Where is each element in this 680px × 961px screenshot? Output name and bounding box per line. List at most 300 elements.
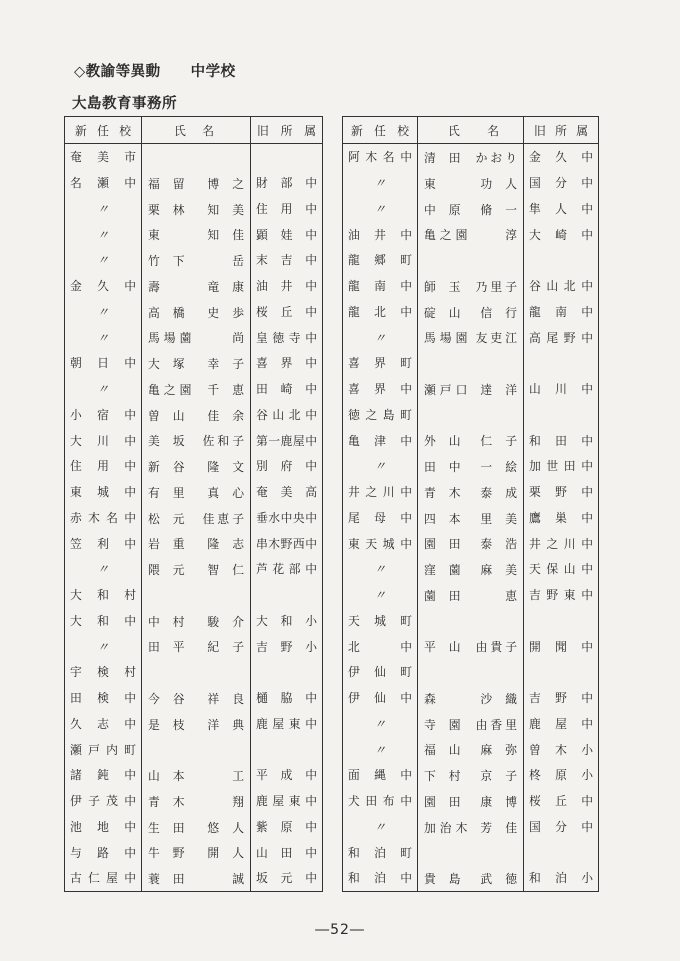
- new-school: 住用中: [65, 453, 142, 479]
- table-row: [65, 273, 323, 299]
- new-school: 〃: [65, 633, 142, 659]
- family-name: 園田: [424, 794, 474, 809]
- person-name: [418, 505, 530, 531]
- family-name: 松元: [148, 511, 198, 526]
- municipality-label: 宇検村: [65, 659, 142, 685]
- table-row: [343, 170, 599, 196]
- given-name: 悠人: [207, 820, 257, 835]
- family-name: 山本: [148, 769, 198, 783]
- family-name: 青木: [148, 794, 198, 809]
- old-school: 龍南中: [529, 304, 593, 319]
- old-school: 喜界中: [256, 356, 317, 371]
- person-name: [418, 479, 530, 505]
- header-row: [65, 117, 323, 144]
- given-name: 智仁: [207, 563, 257, 577]
- section-heading: [74, 60, 236, 81]
- given-name: 信行: [480, 305, 530, 320]
- person-name: [142, 350, 257, 376]
- given-name: 佳余: [207, 408, 257, 423]
- given-name: 博之: [207, 176, 257, 191]
- table-row: [65, 633, 323, 659]
- family-name: 蓑田: [148, 872, 198, 886]
- new-school: 犬田布中: [343, 788, 418, 814]
- roster-table-right: [342, 116, 599, 892]
- table-row: [65, 762, 323, 788]
- table-row: [65, 505, 323, 531]
- new-school: 亀津中: [343, 427, 418, 453]
- empty-cell: [524, 839, 599, 865]
- empty-cell: [418, 608, 524, 634]
- person-name: [142, 299, 257, 325]
- person-name: [142, 711, 257, 737]
- municipality-label: 伊仙町: [343, 659, 418, 685]
- person-name: [418, 865, 530, 891]
- new-school: 笠利中: [65, 530, 142, 556]
- empty-cell: [142, 736, 251, 762]
- family-name: 清田: [424, 151, 474, 165]
- table-row: [65, 299, 323, 325]
- person-name: [418, 788, 530, 814]
- family-name: 美坂: [148, 434, 198, 449]
- person-name: [142, 324, 251, 350]
- table-row: [65, 221, 323, 247]
- old-school: 谷山北中: [256, 407, 317, 422]
- table-row: [65, 170, 323, 196]
- table-row: [343, 324, 599, 350]
- old-school: 顕娃中: [256, 227, 317, 242]
- person-name: [142, 479, 257, 505]
- person-name: [418, 762, 530, 788]
- family-name: 栗林: [148, 202, 198, 217]
- header-new-school: 新任校: [343, 117, 418, 144]
- person-name: [418, 530, 530, 556]
- person-name: [418, 453, 530, 479]
- family-name: 下村: [424, 769, 474, 783]
- table-row: [65, 685, 323, 711]
- person-name: [142, 427, 251, 453]
- table-row: [65, 453, 323, 479]
- table-row: [65, 711, 323, 737]
- old-school: 大和小: [256, 613, 317, 628]
- new-school: 〃: [343, 711, 418, 737]
- header-old-school: 旧所属: [524, 117, 599, 144]
- new-school: 阿木名中: [343, 144, 418, 170]
- empty-cell: [142, 659, 251, 685]
- table-row: [65, 814, 323, 840]
- new-school: 〃: [343, 556, 418, 582]
- empty-cell: [418, 247, 524, 273]
- empty-cell: [418, 402, 524, 428]
- new-school: 大和中: [65, 608, 142, 634]
- table-row: [343, 736, 599, 762]
- given-name: 誠: [232, 872, 244, 886]
- old-school: 金久中: [529, 150, 593, 165]
- municipality-row: [343, 659, 599, 685]
- old-school: 住用中: [256, 201, 317, 216]
- table-row: [343, 505, 599, 531]
- new-school: 龍北中: [343, 299, 418, 325]
- empty-cell: [142, 144, 251, 170]
- municipality-row: [343, 402, 599, 428]
- municipality-row: [65, 582, 323, 608]
- person-name: [142, 633, 257, 659]
- family-name: 東: [148, 228, 160, 243]
- given-name: 京子: [480, 769, 530, 783]
- old-school: 和泊小: [529, 871, 593, 886]
- new-school: 朝日中: [65, 350, 142, 376]
- old-school: 柊原小: [529, 768, 593, 783]
- new-school: 〃: [343, 196, 418, 222]
- family-name: 亀之園: [424, 228, 472, 243]
- old-school: 曽木小: [529, 742, 593, 757]
- new-school: 東城中: [65, 479, 142, 505]
- table-row: [343, 273, 599, 299]
- given-name: 翔: [232, 794, 244, 809]
- family-name: 隈元: [148, 563, 198, 577]
- given-name: 麻美: [480, 563, 530, 577]
- municipality-label: 龍郷町: [343, 247, 418, 273]
- family-name: 壽: [148, 279, 160, 294]
- table-row: [343, 427, 599, 453]
- given-name: 開人: [207, 846, 257, 861]
- table-row: [65, 788, 323, 814]
- old-school: 吉野中: [529, 691, 593, 706]
- new-school: 〃: [343, 324, 418, 350]
- table-row: [343, 453, 599, 479]
- person-name: [142, 839, 257, 865]
- person-name: [418, 814, 530, 840]
- given-name: 洋典: [207, 717, 257, 732]
- given-name: 康博: [480, 794, 530, 809]
- new-school: 小宿中: [65, 402, 142, 428]
- person-name: [142, 608, 257, 634]
- municipality-row: [343, 839, 599, 865]
- new-school: 北中: [343, 633, 418, 659]
- family-name: 薗田: [424, 588, 474, 603]
- given-name: 里美: [480, 511, 530, 526]
- given-name: 紀子: [207, 640, 257, 655]
- given-name: 仁子: [480, 434, 530, 449]
- new-school: 〃: [65, 376, 142, 402]
- person-name: [418, 711, 524, 737]
- person-name: [142, 247, 251, 273]
- person-name: [142, 221, 257, 247]
- old-school: 国分中: [529, 819, 593, 834]
- table-row: [65, 196, 323, 222]
- old-school: 山川中: [529, 382, 593, 397]
- family-name: 高橋: [148, 305, 198, 320]
- empty-cell: [251, 659, 323, 685]
- family-name: 福山: [424, 743, 474, 758]
- table-row: [65, 556, 323, 582]
- old-school: 芦花部中: [256, 562, 317, 577]
- given-name: 武徳: [480, 872, 530, 886]
- person-name: [142, 376, 257, 402]
- table-row: [65, 427, 323, 453]
- old-school: 大崎中: [529, 227, 593, 242]
- empty-cell: [524, 350, 599, 376]
- new-school: 龍南中: [343, 273, 418, 299]
- municipality-label: 瀬戸内町: [65, 736, 142, 762]
- new-school: 田検中: [65, 685, 142, 711]
- family-name: 馬場園: [424, 331, 472, 346]
- empty-cell: [418, 839, 524, 865]
- empty-cell: [524, 247, 599, 273]
- table-row: [343, 479, 599, 505]
- person-name: [418, 221, 524, 247]
- municipality-row: [343, 247, 599, 273]
- school-level: 中学校: [190, 64, 236, 80]
- new-school: 喜界中: [343, 376, 418, 402]
- table-row: [65, 324, 323, 350]
- header-name: 氏 名: [418, 117, 524, 144]
- given-name: 泰成: [480, 485, 530, 500]
- new-school: 東天城中: [343, 530, 418, 556]
- table-row: [343, 814, 599, 840]
- table-row: [343, 196, 599, 222]
- given-name: 真心: [207, 485, 257, 500]
- family-name: 田中: [424, 460, 474, 474]
- person-name: [142, 402, 257, 428]
- header-new-school: 新任校: [65, 117, 142, 144]
- new-school: 赤木名中: [65, 505, 142, 531]
- new-school: 大川中: [65, 427, 142, 453]
- table-row: [65, 376, 323, 402]
- family-name: 田平: [148, 640, 198, 655]
- new-school: 面縄中: [343, 762, 418, 788]
- family-name: 有里: [148, 485, 198, 500]
- person-name: [418, 324, 524, 350]
- person-name: [142, 273, 257, 299]
- table-row: [65, 479, 323, 505]
- family-name: 四本: [424, 511, 474, 526]
- table-row: [343, 685, 599, 711]
- municipality-label: 奄美市: [65, 144, 142, 170]
- person-name: [418, 196, 530, 222]
- given-name: 隆志: [207, 537, 257, 552]
- table-row: [343, 582, 599, 608]
- family-name: 生田: [148, 820, 198, 835]
- table-row: [343, 865, 599, 891]
- person-name: [418, 299, 530, 325]
- table-row: [343, 221, 599, 247]
- empty-cell: [524, 659, 599, 685]
- given-name: 由香里: [475, 717, 520, 732]
- table-row: [343, 711, 599, 737]
- new-school: 名瀬中: [65, 170, 142, 196]
- old-school: 田崎中: [256, 382, 317, 397]
- given-name: 佳恵子: [202, 511, 247, 526]
- empty-cell: [142, 582, 251, 608]
- old-school: 別府中: [256, 459, 317, 474]
- new-school: 〃: [343, 582, 418, 608]
- given-name: 竜康: [207, 279, 257, 294]
- person-name: [418, 170, 530, 196]
- family-name: 園田: [424, 537, 474, 552]
- old-school: 油井中: [256, 279, 317, 294]
- family-name: 窪薗: [424, 563, 474, 577]
- given-name: 脩一: [480, 202, 530, 217]
- given-name: 恵: [505, 588, 517, 603]
- municipality-row: [65, 659, 323, 685]
- roster-table-left: [64, 116, 323, 892]
- municipality-row: [343, 608, 599, 634]
- municipality-row: [65, 736, 323, 762]
- new-school: 〃: [343, 170, 418, 196]
- person-name: [142, 453, 257, 479]
- new-school: 〃: [65, 299, 142, 325]
- family-name: 曽山: [148, 408, 198, 423]
- new-school: 〃: [65, 221, 142, 247]
- old-school: 鷹巣中: [529, 510, 593, 525]
- person-name: [142, 865, 251, 891]
- roster-body-left: [65, 144, 323, 892]
- table-row: [343, 633, 599, 659]
- table-row: [343, 530, 599, 556]
- person-name: [142, 196, 257, 222]
- roster-body-right: [343, 144, 599, 892]
- table-row: [343, 376, 599, 402]
- new-school: 伊子茂中: [65, 788, 142, 814]
- given-name: 達洋: [480, 382, 530, 397]
- old-school: 隼人中: [529, 201, 593, 216]
- given-name: かおり: [475, 151, 520, 165]
- given-name: 千恵: [207, 382, 257, 397]
- new-school: 与路中: [65, 839, 142, 865]
- given-name: 佐和子: [202, 434, 247, 449]
- given-name: 功人: [480, 176, 530, 191]
- person-name: [142, 788, 251, 814]
- old-school: 山田中: [256, 845, 317, 860]
- empty-cell: [524, 608, 599, 634]
- new-school: 〃: [65, 247, 142, 273]
- new-school: 池地中: [65, 814, 142, 840]
- family-name: 東: [424, 176, 436, 191]
- header-row: [343, 117, 599, 144]
- given-name: 乃里子: [475, 279, 520, 294]
- given-name: 泰浩: [480, 537, 530, 552]
- new-school: 〃: [343, 453, 418, 479]
- header-name: 氏 名: [142, 117, 251, 144]
- municipality-row: [343, 350, 599, 376]
- municipality-label: 天城町: [343, 608, 418, 634]
- faint-stamp: [512, 94, 515, 103]
- family-name: 加治木: [424, 820, 472, 835]
- person-name: [418, 427, 530, 453]
- given-name: 工: [232, 769, 244, 783]
- old-school: 平成中: [256, 768, 317, 783]
- person-name: [142, 556, 257, 582]
- family-name: 貴島: [424, 872, 474, 886]
- old-school: 桜丘中: [529, 794, 593, 809]
- old-school: 加世田中: [529, 459, 593, 474]
- person-name: [142, 685, 257, 711]
- family-name: 瀬戸口: [424, 382, 472, 397]
- empty-cell: [251, 736, 323, 762]
- given-name: 岳: [232, 254, 244, 268]
- old-school: 吉野小: [256, 639, 317, 654]
- table-row: [65, 839, 323, 865]
- old-school: 高尾野中: [529, 330, 593, 345]
- family-name: 中原: [424, 202, 474, 217]
- table-row: [65, 530, 323, 556]
- family-name: 是枝: [148, 717, 198, 732]
- new-school: 諸鈍中: [65, 762, 142, 788]
- new-school: 井之川中: [343, 479, 418, 505]
- family-name: 師玉: [424, 279, 474, 294]
- family-name: 福留: [148, 176, 198, 191]
- given-name: 駿介: [207, 614, 257, 629]
- old-school: 鹿屋中: [529, 716, 593, 731]
- person-name: [142, 170, 257, 196]
- family-name: 今谷: [148, 691, 198, 706]
- table-row: [343, 556, 599, 582]
- old-school: 第一鹿屋中: [256, 433, 317, 448]
- new-school: 金久中: [65, 273, 142, 299]
- table-row: [65, 402, 323, 428]
- new-school: 和泊中: [343, 865, 418, 891]
- header-old-school: 旧所属: [251, 117, 323, 144]
- new-school: 〃: [343, 736, 418, 762]
- old-school: 鹿屋東中: [256, 794, 317, 809]
- given-name: 史歩: [207, 305, 257, 320]
- new-school: 久志中: [65, 711, 142, 737]
- given-name: 沙織: [480, 691, 530, 706]
- new-school: 伊仙中: [343, 685, 418, 711]
- family-name: 森: [424, 691, 436, 706]
- person-name: [142, 505, 251, 531]
- old-school: 皇徳寺中: [256, 330, 317, 345]
- table-row: [65, 608, 323, 634]
- family-name: 平山: [424, 640, 474, 655]
- empty-cell: [418, 659, 524, 685]
- given-name: 知佳: [207, 228, 257, 243]
- family-name: 碇山: [424, 305, 474, 320]
- municipality-row: [65, 144, 323, 170]
- old-school: 和田中: [529, 433, 593, 448]
- person-name: [418, 144, 524, 170]
- new-school: 尾母中: [343, 505, 418, 531]
- table-row: [65, 865, 323, 891]
- table-row: [343, 144, 599, 170]
- table-row: [343, 299, 599, 325]
- empty-cell: [418, 350, 524, 376]
- family-name: 大塚: [148, 357, 198, 371]
- new-school: 〃: [65, 556, 142, 582]
- person-name: [142, 530, 257, 556]
- old-school: 財部中: [256, 176, 317, 191]
- old-school: 桜丘中: [256, 304, 317, 319]
- person-name: [418, 685, 530, 711]
- old-school: 串木野西中: [256, 536, 317, 551]
- given-name: 麻弥: [480, 743, 530, 758]
- person-name: [142, 762, 251, 788]
- empty-cell: [251, 582, 323, 608]
- family-name: 馬場薗: [148, 331, 196, 346]
- diamond-icon: ◇: [74, 64, 86, 80]
- municipality-label: 大和村: [65, 582, 142, 608]
- empty-cell: [524, 402, 599, 428]
- table-row: [65, 350, 323, 376]
- given-name: 一絵: [480, 460, 530, 474]
- person-name: [418, 273, 524, 299]
- given-name: 幸子: [207, 357, 257, 371]
- family-name: 新谷: [148, 460, 198, 474]
- old-school: 奄美高: [256, 485, 317, 500]
- person-name: [142, 814, 257, 840]
- family-name: 外山: [424, 434, 474, 449]
- person-name: [418, 376, 530, 402]
